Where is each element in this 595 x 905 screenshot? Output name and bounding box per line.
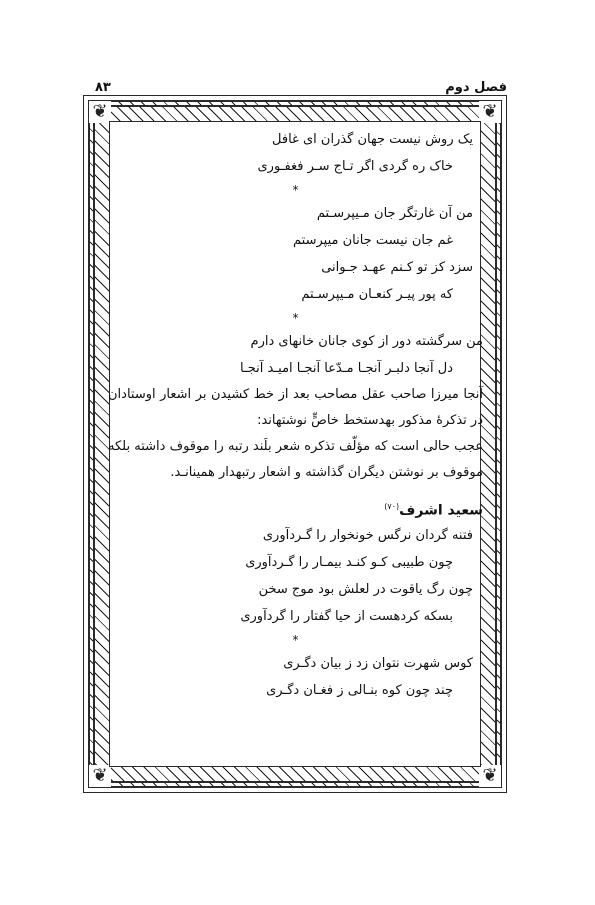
verse-line: من سرگشته دور از کوی جانان خانهای دارم	[250, 334, 483, 349]
verse-line: غم جان نیست جانان میپرستم	[293, 233, 453, 248]
verse-line: سزد کز تو کـنم عهـد جـوانی	[321, 260, 473, 275]
page-number: ۸۳	[95, 79, 111, 95]
verse-line: که پور پیـر کنعـان مـیپرسـتم	[301, 287, 453, 302]
verse-line: چند چون کوه بنـالی ز فغـان دگـری	[266, 683, 453, 698]
section-heading	[108, 492, 483, 522]
corner-ornament-icon: ❦	[89, 101, 111, 123]
prose-paragraph: عجب حالی است که مؤلّف تذکره شعر بلَند رتبه را موقوف داشته بلکه موقوف بر نوشتن دیگران گذاشته و اشعار رتبهدار همینانـد.	[108, 439, 483, 480]
section-title: سعید اشرف	[399, 502, 483, 519]
corner-ornament-icon: ❦	[89, 765, 111, 787]
verse-line: فتنه گردان نرگس خونخوار را گـردآوری	[262, 528, 473, 543]
verse-separator: *	[292, 311, 299, 325]
verse-line: بسکه کردهست از حیا گفتار را گردآوری	[240, 609, 453, 624]
verse-separator: *	[292, 633, 299, 647]
verse-line: خاک ره گردی اگر تـاج سـر فغفـوری	[257, 159, 453, 174]
verse-line: من آن غارتگر جان مـیپرسـتم	[316, 206, 473, 221]
verse-line: کوس شهرت نتوان زد ز بیان دگـری	[283, 656, 473, 671]
corner-ornament-icon: ❦	[479, 101, 501, 123]
verse-separator: *	[292, 183, 299, 197]
page-content	[108, 126, 483, 704]
verse-line: چون طبیبی کـو کنـد بیمـار را گـردآوری	[245, 555, 453, 570]
footnote-marker: (۷۰)	[384, 502, 400, 511]
verse-line: دل آنجا دلبـر آنجـا مـدّعا آنجـا امیـد آنجـا	[239, 361, 453, 376]
page-header	[95, 76, 507, 98]
prose-paragraph: آنجا میرزا صاحب عقل مصاحب بعد از خط کشیدن بر اشعار اوستادان در تذکرهٔ مذکور بهدستخط خاصٍّ نوشتهاند:	[108, 387, 483, 428]
verse-line: چون رگ یاقوت در لعلش بود موج سخن	[258, 582, 473, 597]
chapter-title: فصل دوم	[445, 79, 507, 95]
verse-line: یک روش نیست جهان گذران ای غافل	[272, 132, 473, 147]
corner-ornament-icon: ❦	[479, 765, 501, 787]
